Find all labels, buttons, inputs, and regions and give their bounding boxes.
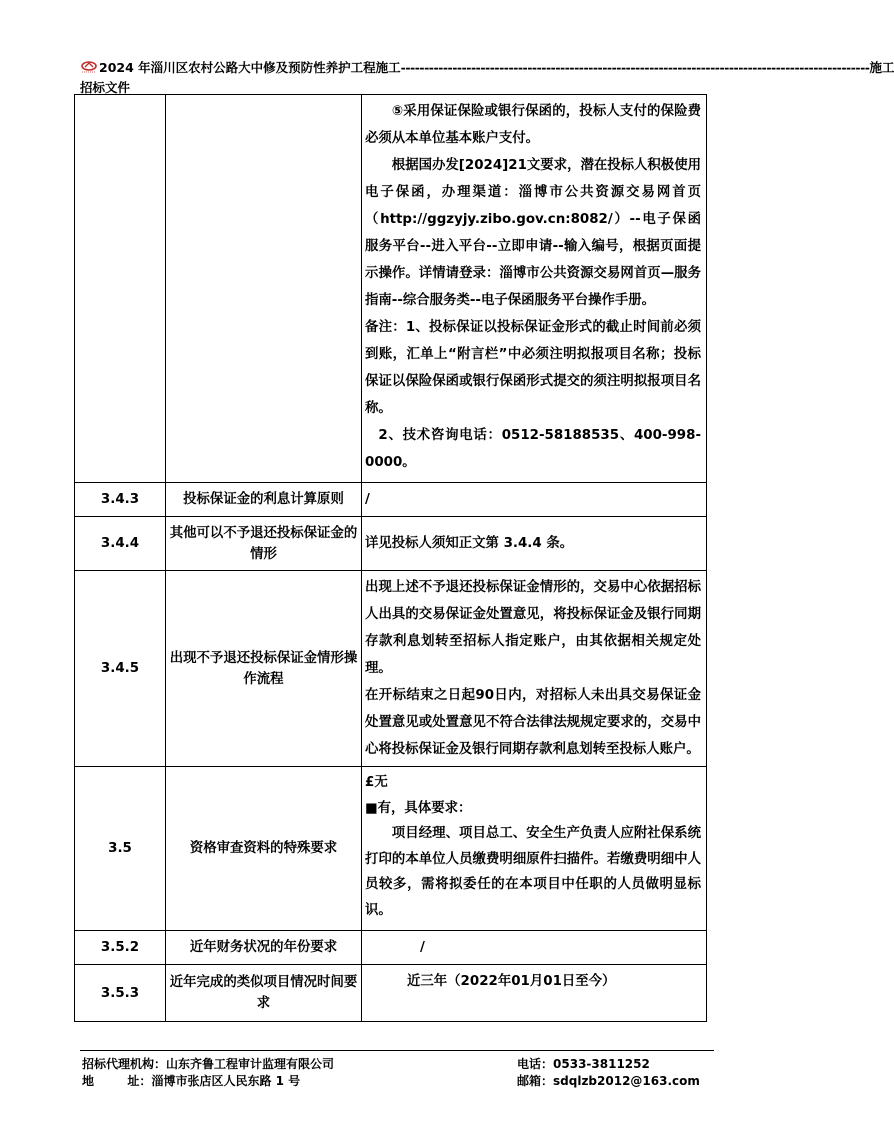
- row-number: 3.4.5: [75, 571, 166, 767]
- agency-name: 山东齐鲁工程审计监理有限公司: [166, 1057, 335, 1071]
- row-number: 3.4.4: [75, 517, 166, 571]
- content-paragraph: 在开标结束之日起90日内，对招标人未出具交易保证金处置意见或处置意见不符合法律法规规定要求的，交易中心将投标保证金及银行同期存款利息划转至投标人账户。: [365, 688, 701, 757]
- agency-label: 招标代理机构：: [82, 1057, 167, 1071]
- row-content: 详见投标人须知正文第 3.4.4 条。: [362, 517, 707, 571]
- row-content: 近三年（2022年01月01日至今）: [362, 965, 707, 1022]
- page-header: [80, 58, 894, 96]
- row-name: 近年财务状况的年份要求: [166, 931, 362, 965]
- footer-agency: [82, 1055, 334, 1072]
- content-paragraph: 项目经理、项目总工、安全生产负责人应附社保系统打印的本单位人员缴费明细原件扫描件。若缴费明细中人员较多，需将拟委任的在本项目中任职的人员做明显标识。: [365, 826, 701, 918]
- content-paragraph: 2、技术咨询电话：0512-58188535、400-998-0000。: [365, 428, 701, 470]
- phone-label: 电话：: [517, 1057, 554, 1071]
- content-paragraph: ⑤采用保证保险或银行保函的，投标人支付的保险费必须从本单位基本账户支付。: [365, 104, 701, 146]
- footer-phone: [517, 1055, 650, 1072]
- header-doc-type: 招标文件: [80, 80, 131, 95]
- row-content: /: [362, 483, 707, 517]
- footer-email: [517, 1072, 700, 1089]
- row-number: 3.5.3: [75, 965, 166, 1022]
- table-row: [75, 931, 707, 965]
- header-dash-leader: ----------------------------------------------------------------------------------------------------: [400, 59, 870, 75]
- header-title: 2024 年淄川区农村公路大中修及预防性养护工程施工: [99, 60, 401, 75]
- row-content-cell: [362, 95, 707, 483]
- row-number-cell: [75, 95, 166, 483]
- row-name: 出现不予退还投标保证金情形操作流程: [166, 571, 362, 767]
- content-paragraph: 出现上述不予退还投标保证金情形的，交易中心依据招标人出具的交易保证金处置意见，将投标保证金及银行同期存款利息划转至招标人指定账户，由其依据相关规定处理。: [365, 580, 701, 676]
- email-value: sdqlzb2012@163.com: [553, 1074, 700, 1088]
- row-content-cell: [362, 767, 707, 931]
- option-yes: ■有，具体要求：: [365, 800, 472, 816]
- header-suffix: 施工: [869, 60, 894, 75]
- content-paragraph: 备注：1、投标保证以投标保证金形式的截止时间前必须到账，汇单上“附言栏”中必须注明拟报项目名称；投标保证以保险保函或银行保函形式提交的须注明拟报项目名称。: [365, 320, 701, 416]
- table-row: [75, 571, 707, 767]
- table-row: [75, 767, 707, 931]
- agency-logo-icon: [80, 61, 98, 73]
- table-row: [75, 483, 707, 517]
- row-number: 3.5.2: [75, 931, 166, 965]
- row-number: 3.5: [75, 767, 166, 931]
- table-row: [75, 965, 707, 1022]
- email-label: 邮箱：: [517, 1074, 554, 1088]
- footer-divider: [80, 1050, 714, 1051]
- table-row: [75, 95, 707, 483]
- row-name: 近年完成的类似项目情况时间要求: [166, 965, 362, 1022]
- row-number: 3.4.3: [75, 483, 166, 517]
- requirements-table: [74, 94, 707, 1022]
- content-paragraph: 根据国办发[2024]21文要求，潜在投标人积极使用电子保函，办理渠道：淄博市公共资源交易网首页（http://ggzyjy.zibo.gov.cn:8082/）--电子保函服务平台--进入平台--立即申请--输入编号，根据页面提示操作。详情请登录：淄博市公共资源交易网首页—服务指南--综合服务类--电子保函服务平台操作手册。: [365, 158, 701, 308]
- footer-address: [82, 1072, 300, 1089]
- row-content-cell: [362, 571, 707, 767]
- row-content: /: [362, 931, 707, 965]
- phone-value: 0533-3811252: [553, 1057, 650, 1071]
- row-name-cell: [166, 95, 362, 483]
- table-row: [75, 517, 707, 571]
- option-none: £无: [365, 775, 388, 790]
- row-name: 其他可以不予退还投标保证金的情形: [166, 517, 362, 571]
- address-value: 淄博市张店区人民东路 1 号: [151, 1074, 301, 1088]
- header-line: [80, 58, 894, 76]
- row-name: 资格审查资料的特殊要求: [166, 767, 362, 931]
- row-name: 投标保证金的利息计算原则: [166, 483, 362, 517]
- address-label: 地 址：: [82, 1074, 152, 1088]
